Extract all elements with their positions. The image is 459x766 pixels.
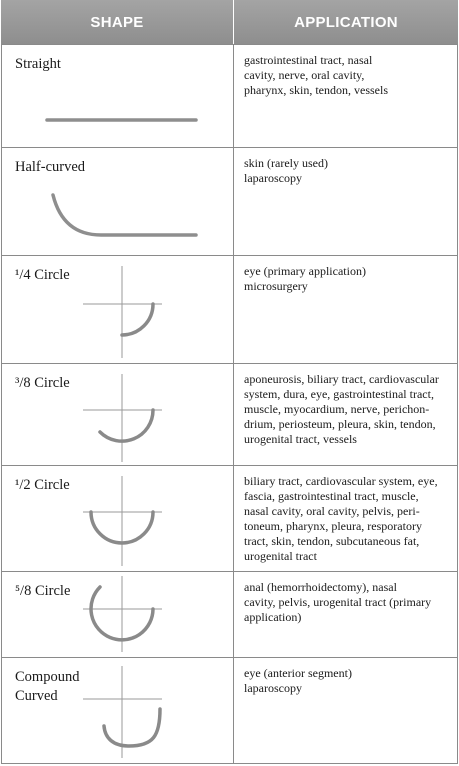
application-text: eye (anterior segment) laparoscopy [244,666,352,695]
application-text: eye (primary application) microsurgery [244,264,366,293]
shape-name: ¹/4 Circle [15,267,70,283]
application-cell [234,364,458,465]
shape-name: ³/8 Circle [15,375,70,391]
table-row-quarter-circle [1,256,458,364]
needle-shape-table [1,0,458,764]
application-cell [234,658,458,763]
shape-name: Straight [15,56,61,72]
application-cell [234,148,458,255]
three-eighths-circle-needle-icon [1,364,234,466]
shape-name: ⁵/8 Circle [15,583,71,599]
shape-cell [1,466,234,571]
table-row-five-eighths-circle [1,572,458,658]
table-row-three-eighths-circle [1,364,458,466]
shape-name: ¹/2 Circle [15,477,70,493]
shape-cell [1,572,234,657]
shape-cell [1,658,234,763]
table-row-compound-curved [1,658,458,764]
application-cell [234,45,458,147]
application-text: anal (hemorrhoidectomy), nasal cavity, pelvis, urogenital tract (primary application) [244,580,432,624]
application-cell [234,466,458,571]
application-text: aponeurosis, biliary tract, cardiovascular system, dura, eye, gastrointestinal tract, muscle, myocardium, nerve, perichon- drium, periosteum, pleura, skin, tendon, urogenital tract, vessels [244,372,439,446]
shape-cell [1,148,234,255]
shape-cell [1,364,234,465]
shape-cell [1,45,234,147]
half-circle-needle-icon [1,466,234,572]
shape-name: Half-curved [15,159,86,175]
table-header [1,0,458,44]
straight-needle-icon [1,45,234,149]
shape-cell [1,256,234,363]
application-cell [234,256,458,363]
shape-name: Compound Curved [15,669,80,704]
table-row-half-curved [1,148,458,256]
application-column-header: APPLICATION [234,0,458,44]
application-text: gastrointestinal tract, nasal cavity, nerve, oral cavity, pharynx, skin, tendon, vessels [244,53,388,97]
shape-column-header: SHAPE [1,0,234,44]
compound-curved-needle-icon [1,658,234,764]
half-curved-needle-icon [1,148,234,256]
table-row-straight [1,44,458,148]
five-eighths-circle-needle-icon [1,572,234,658]
application-text: biliary tract, cardiovascular system, eye, fascia, gastrointestinal tract, muscle, nasal cavity, oral cavity, pelvis, peri- toneum, pharynx, pleura, resporatory tract, skin, tendon, subcutaneous fat, urogenital tract [244,474,438,563]
application-cell [234,572,458,657]
table-row-half-circle [1,466,458,572]
quarter-circle-needle-icon [1,256,234,364]
application-text: skin (rarely used) laparoscopy [244,156,328,185]
